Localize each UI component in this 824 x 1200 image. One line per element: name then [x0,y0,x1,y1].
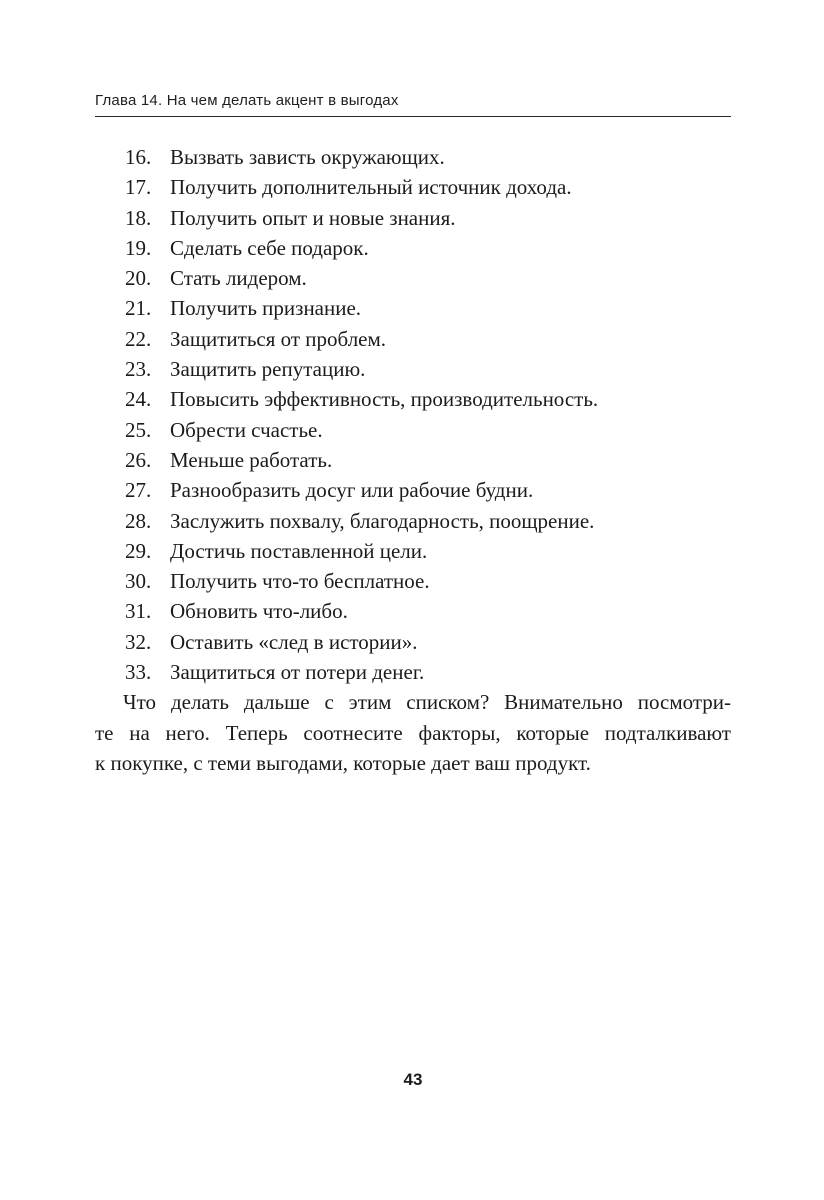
chapter-header: Глава 14. На чем делать акцент в выгодах [95,92,399,109]
list-item [95,566,731,596]
list-item [95,142,731,172]
list-item-text: Стать лидером. [170,266,307,291]
list-item-text: Получить дополнительный источник дохода. [170,175,572,200]
list-item-text: Обрести счастье. [170,417,323,442]
list-item [95,324,731,354]
list-item-text: Получить опыт и новые знания. [170,205,456,230]
list-item-text: Меньше работать. [170,447,333,472]
list-item [95,203,731,233]
list-item-text: Оставить «след в истории». [170,629,418,654]
list-item-text: Получить что-то бесплатное. [170,569,430,594]
list-item [95,627,731,657]
list-item-number: 29. [125,538,152,563]
list-item [95,354,731,384]
paragraph-line: те на него. Теперь соотнесите факторы, которые подталкивают [95,720,731,745]
list-item [95,384,731,414]
list-item [95,506,731,536]
list-item [95,415,731,445]
closing-paragraph [95,687,731,778]
list-item [95,445,731,475]
list-item-number: 21. [125,296,152,321]
paragraph-line: Что делать дальше с этим списком? Внимательно посмотри- [123,690,731,715]
page-content [95,142,731,778]
page-number: 43 [403,1070,423,1089]
list-item-number: 24. [125,387,152,412]
list-item-text: Разнообразить досуг или рабочие будни. [170,478,534,503]
list-item-number: 27. [125,478,152,503]
paragraph-line: к покупке, с теми выгодами, которые дает ваш продукт. [95,750,591,775]
list-item-text: Сделать себе подарок. [170,235,369,260]
list-item-number: 23. [125,357,152,382]
list-item-number: 19. [125,235,152,260]
benefits-list [95,142,731,687]
list-item-text: Достичь поставленной цели. [170,538,428,563]
list-item-text: Вызвать зависть окружающих. [170,145,445,169]
list-item-text: Заслужить похвалу, благодарность, поощрение. [170,508,595,533]
list-item-text: Защититься от потери денег. [170,660,425,685]
list-item [95,475,731,505]
list-item-number: 33. [125,660,152,685]
list-item-text: Обновить что-либо. [170,599,348,624]
list-item-text: Получить признание. [170,296,362,321]
list-item-number: 22. [125,326,152,351]
list-item [95,657,731,687]
list-item-text: Защититься от проблем. [170,326,387,351]
list-item-number: 32. [125,629,152,654]
list-item-text: Защитить репутацию. [170,357,366,382]
list-item-number: 25. [125,417,152,442]
header-rule [95,116,731,117]
list-item [95,293,731,323]
list-item-number: 26. [125,447,152,472]
list-item-number: 18. [125,205,152,230]
list-item-number: 31. [125,599,152,624]
list-item-number: 30. [125,569,152,594]
list-item [95,233,731,263]
list-item [95,536,731,566]
list-item [95,596,731,626]
list-item-number: 16. [125,145,152,169]
list-item [95,263,731,293]
list-item-text: Повысить эффективность, производительность. [170,387,599,412]
list-item-number: 28. [125,508,152,533]
list-item-number: 17. [125,175,152,200]
list-item [95,172,731,202]
list-item-number: 20. [125,266,152,291]
